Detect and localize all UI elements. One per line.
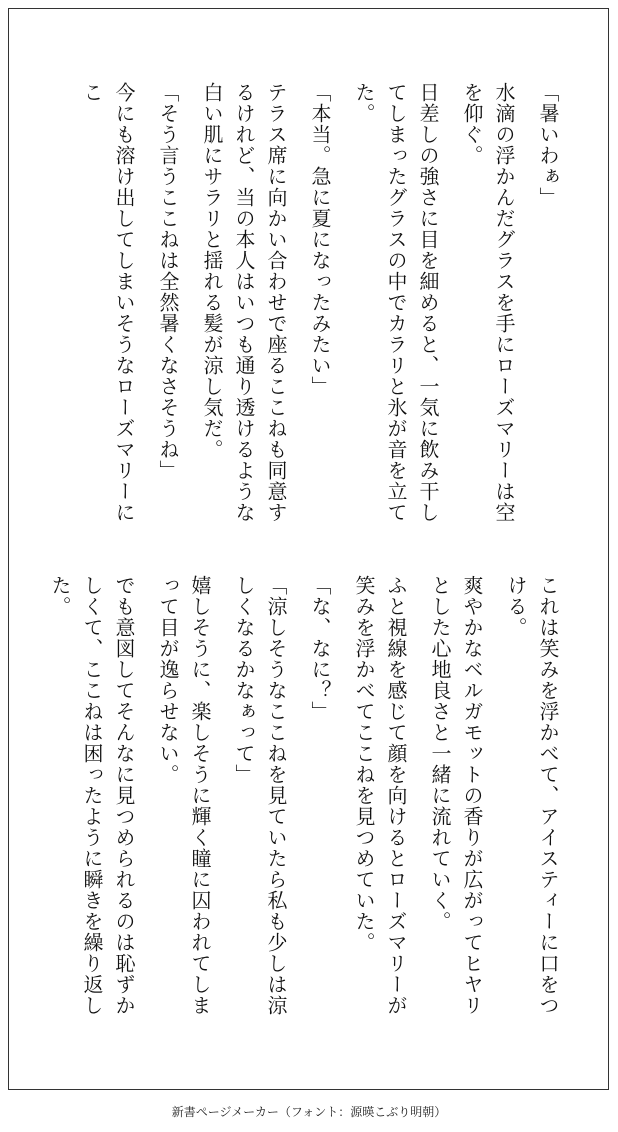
paragraph: 「そう言うここねは全然暑くなさそうね」 (156, 82, 180, 481)
text-block-bottom (44, 575, 564, 1025)
paragraph: 嬉しそうに、楽しそうに輝く瞳に囚われてしまって目が逸らせない。 (156, 575, 212, 1016)
paragraph: これは笑みを浮かべて、アイスティーに口をつける。 (504, 575, 560, 1016)
text-block-top (44, 82, 564, 532)
paragraph: 今にも溶け出してしまいそうなローズマリーにこ (80, 82, 136, 523)
paragraph: 水滴の浮かんだグラスを手にローズマリーは空を仰ぐ。 (460, 82, 516, 523)
paragraph: 日差しの強さに目を細めると、一気に飲み干してしまったグラスの中でカラリと氷が音を立てた。 (352, 82, 440, 523)
paragraph: テラス席に向かい合わせで座るここねも同意するけれど、当の本人はいつも通り透けるような白い肌にサラリと揺れる髪が涼し気だ。 (200, 82, 288, 523)
footer-caption: 新書ページメーカー（フォント：源暎こぶり明朝） (171, 1105, 447, 1119)
paragraph: 爽やかなベルガモットの香りが広がってヒヤリとした心地良さと一緒に流れていく。 (428, 575, 484, 1016)
paragraph: 「な、なに？」 (308, 575, 332, 722)
paragraph: 「本当。急に夏になったみたい」 (308, 82, 332, 397)
paragraph: でも意図してそんなに見つめられるのは恥ずかしくて、ここねは困ったように瞬きを繰り返した。 (48, 575, 136, 1016)
paragraph: ふと視線を感じて顔を向けるとローズマリーが笑みを浮かべてここねを見つめていた。 (352, 575, 408, 1016)
page-frame (8, 8, 609, 1090)
paragraph: 「涼しそうなここねを見ていたら私も少しは涼しくなるかなぁって」 (232, 575, 288, 1016)
paragraph: 「暑いわぁ」 (536, 82, 560, 208)
